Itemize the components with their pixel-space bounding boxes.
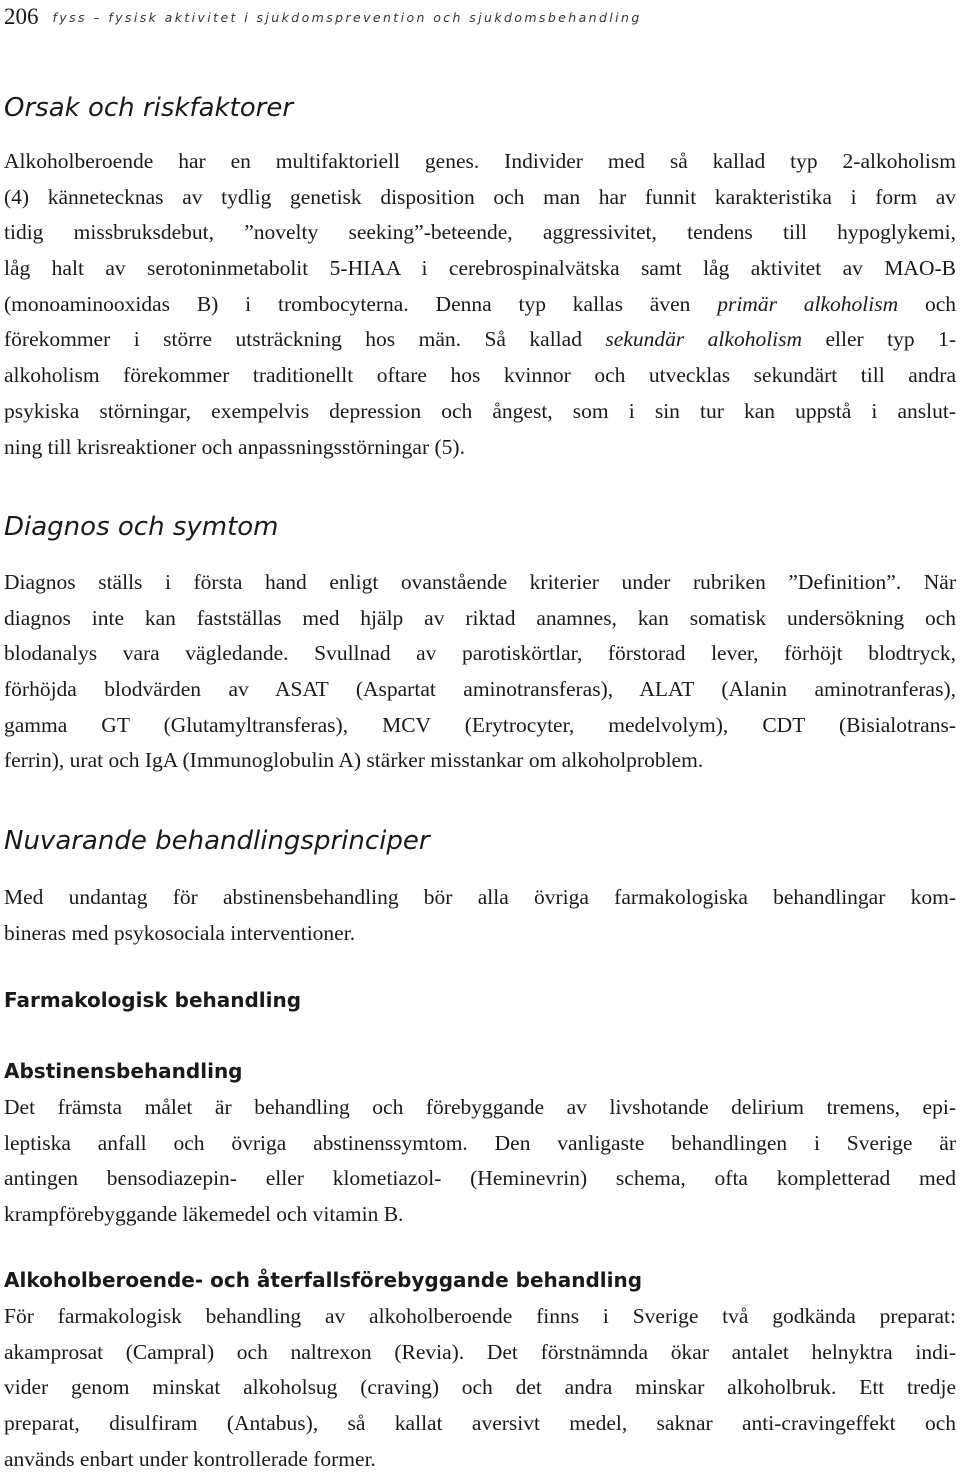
paragraph-orsak: [4, 144, 956, 465]
text-line: ning till krisreaktioner och anpassningsstörningar (5).: [4, 434, 465, 459]
heading-orsak: Orsak och riskfaktorer: [4, 93, 294, 123]
text-line: tidig missbruksdebut, ”novelty seeking”-beteende, aggressivitet, tendens till hypoglykemi,: [4, 220, 956, 245]
text-line: bineras med psykosociala interventioner.: [4, 920, 356, 945]
text-run: (monoaminooxidas B) i trombocyterna. Denna typ kallas även: [4, 291, 718, 316]
text-line: blodanalys vara vägledande. Svullnad av parotiskörtlar, förstorad lever, förhöjt blodtryck,: [4, 641, 956, 666]
heading-farmakologisk: Farmakologisk behandling: [4, 988, 302, 1012]
paragraph-aterfall: [4, 1299, 956, 1477]
paragraph-abstinens: [4, 1090, 956, 1233]
text-line: Med undantag för abstinensbehandling bör alla övriga farmakologiska behandlingar kom-: [4, 885, 956, 909]
text-line-mixed: [4, 287, 956, 323]
heading-principer: Nuvarande behandlingsprinciper: [4, 826, 430, 856]
text-line: förhöjda blodvärden av ASAT (Aspartat aminotransferas), ALAT (Alanin aminotranferas),: [4, 677, 956, 702]
italic-term: primär alkoholism: [717, 291, 899, 316]
text-line: Alkoholberoende har en multifaktoriell genes. Individer med så kallad typ 2-alkoholism: [4, 149, 956, 173]
text-line: krampförebyggande läkemedel och vitamin B.: [4, 1202, 404, 1227]
text-line: För farmakologisk behandling av alkoholberoende finns i Sverige två godkända preparat:: [4, 1304, 956, 1328]
italic-term: sekundär alkoholism: [605, 327, 803, 352]
text-line: diagnos inte kan fastställas med hjälp av riktad anamnes, kan somatisk undersökning och: [4, 605, 956, 630]
text-line: Det främsta målet är behandling och förebyggande av livshotande delirium tremens, epi-: [4, 1095, 956, 1119]
heading-aterfall: Alkoholberoende- och återfallsförebyggande behandling: [4, 1268, 643, 1292]
paragraph-diagnos: [4, 565, 956, 779]
text-line: (4) kännetecknas av tydlig genetisk disposition och man har funnit karakteristika i form av: [4, 184, 956, 209]
text-run: eller typ 1-: [802, 327, 956, 352]
text-line: gamma GT (Glutamyltransferas), MCV (Erytrocyter, medelvolym), CDT (Bisialotrans-: [4, 712, 956, 737]
paragraph-principer: [4, 880, 956, 951]
text-line: antingen bensodiazepin- eller klometiazol- (Heminevrin) schema, ofta kompletterad med: [4, 1166, 956, 1191]
text-line: Diagnos ställs i första hand enligt ovanstående kriterier under rubriken ”Definition”. När: [4, 570, 956, 594]
text-line: akamprosat (Campral) och naltrexon (Revia). Det förstnämnda ökar antalet helnyktra indi-: [4, 1339, 956, 1364]
text-line: preparat, disulfiram (Antabus), så kallat aversivt medel, saknar anti-cravingeffekt och: [4, 1411, 956, 1436]
running-title: fyss – fysisk aktivitet i sjukdomsprevention och sjukdomsbehandling: [52, 10, 642, 25]
text-line: ferrin), urat och IgA (Immunoglobulin A) stärker misstankar om alkoholproblem.: [4, 748, 704, 773]
text-line: vider genom minskat alkoholsug (craving) och det andra minskar alkoholbruk. Ett tredje: [4, 1375, 956, 1400]
heading-diagnos: Diagnos och symtom: [4, 512, 279, 542]
text-line-mixed: [4, 322, 956, 358]
text-line: psykiska störningar, exempelvis depression och ångest, som i sin tur kan uppstå i anslut-: [4, 398, 956, 423]
running-header: [4, 4, 642, 30]
text-line: leptiska anfall och övriga abstinenssymtom. Den vanligaste behandlingen i Sverige är: [4, 1130, 956, 1155]
page-number: 206: [4, 4, 39, 29]
text-line: låg halt av serotoninmetabolit 5-HIAA i cerebrospinalvätska samt låg aktivitet av MAO-B: [4, 256, 956, 281]
heading-abstinens: Abstinensbehandling: [4, 1059, 243, 1083]
text-line: används enbart under kontrollerade former.: [4, 1446, 376, 1471]
text-line: alkoholism förekommer traditionellt oftare hos kvinnor och utvecklas sekundärt till andra: [4, 363, 956, 388]
text-run: och: [898, 291, 956, 316]
text-run: förekommer i större utsträckning hos män. Så kallad: [4, 327, 606, 352]
